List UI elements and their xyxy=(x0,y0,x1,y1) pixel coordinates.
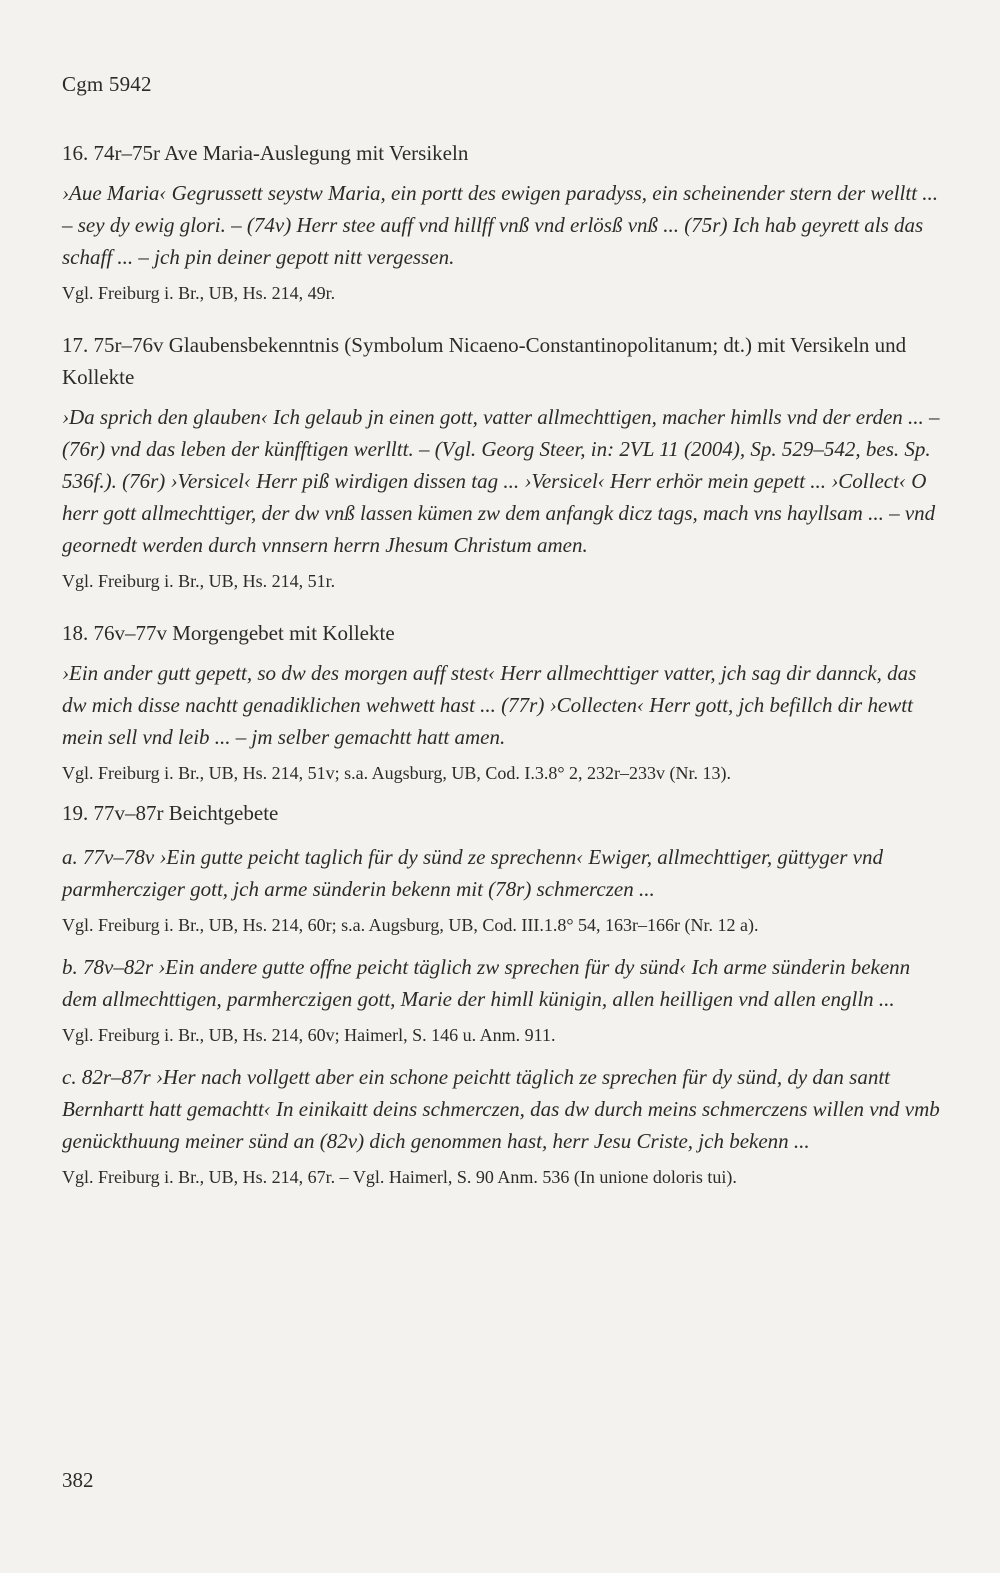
entry-reference: Vgl. Freiburg i. Br., UB, Hs. 214, 49r. xyxy=(62,283,336,303)
sub-entry-a: a. 77v–78v ›Ein gutte peicht taglich für dy sünd ze sprechenn‹ Ewiger, allmechttiger, güttyger vnd parmhercziger gott, jch arme sünderin bekenn mit (78r) schmerczen ... xyxy=(62,845,883,901)
entry-17 xyxy=(62,329,942,595)
entry-title: 16. 74r–75r Ave Maria-Auslegung mit Versikeln xyxy=(62,141,469,165)
page-number: 382 xyxy=(62,1468,94,1492)
entry-incipit: ›Aue Maria‹ Gegrussett seystw Maria, ein portt des ewigen paradyss, ein scheinender stern der welltt ... – sey dy ewig glori. – (74v) Herr stee auff vnd hillff vnß vnd erlösß vnß ... (75r) Ich hab geyrett als das schaff ... – jch pin deiner gepott nitt vergessen. xyxy=(62,181,939,269)
entry-title: 18. 76v–77v Morgengebet mit Kollekte xyxy=(62,621,395,645)
sub-entry-c: c. 82r–87r ›Her nach vollgett aber ein schone peichtt täglich ze sprechen für dy sünd, dy dan santt Bernhartt hatt gemachtt‹ In einikaitt deins schmerczen, das dw durch meins schmerczens willen vnd vmb genückthuung meiner sünd an (82v) dich genommen hast, herr Jesu Criste, jch bekenn ... xyxy=(62,1065,940,1153)
catalog-entries xyxy=(62,137,942,1191)
entry-reference: Vgl. Freiburg i. Br., UB, Hs. 214, 51v; s.a. Augsburg, UB, Cod. I.3.8° 2, 232r–233v (Nr. 13). xyxy=(62,763,732,783)
entry-reference: Vgl. Freiburg i. Br., UB, Hs. 214, 51r. xyxy=(62,571,336,591)
entry-16 xyxy=(62,137,942,307)
entry-reference: Vgl. Freiburg i. Br., UB, Hs. 214, 60v; Haimerl, S. 146 u. Anm. 911. xyxy=(62,1025,556,1045)
entry-reference: Vgl. Freiburg i. Br., UB, Hs. 214, 60r; s.a. Augsburg, UB, Cod. III.1.8° 54, 163r–166r (Nr. 12 a). xyxy=(62,915,759,935)
entry-incipit: ›Ein ander gutt gepett, so dw des morgen auff stest‹ Herr allmechttiger vatter, jch sag dir dannck, das dw mich disse nachtt genadiklichen wehwett hast ... (77r) ›Collecten‹ Herr gott, jch befillch dir hewtt mein sell vnd leib ... – jm selber gemachtt hatt amen. xyxy=(62,661,917,749)
entry-title: 19. 77v–87r Beichtgebete xyxy=(62,801,279,825)
entry-18 xyxy=(62,617,942,787)
entry-title: 17. 75r–76v Glaubensbekenntnis (Symbolum Nicaeno-Constantinopolitanum; dt.) mit Versikeln und Kollekte xyxy=(62,333,907,389)
entry-reference: Vgl. Freiburg i. Br., UB, Hs. 214, 67r. – Vgl. Haimerl, S. 90 Anm. 536 (In unione doloris tui). xyxy=(62,1167,737,1187)
sub-entry-b: b. 78v–82r ›Ein andere gutte offne peicht täglich zw sprechen für dy sünd‹ Ich arme sünderin bekenn dem allmechttigen, parmherczigen gott, Marie der himll künigin, allen heilligen vnd allen englln ... xyxy=(62,955,911,1011)
running-header: Cgm 5942 xyxy=(62,72,152,96)
entry-19 xyxy=(62,797,942,1191)
entry-incipit: ›Da sprich den glauben‹ Ich gelaub jn einen gott, vatter allmechttigen, macher himlls vnd der erden ... – (76r) vnd das leben der künfftigen werlltt. – (Vgl. Georg Steer, in: 2VL 11 (2004), Sp. 529–542, bes. Sp. 536f.). (76r) ›Versicel‹ Herr piß wirdigen dissen tag ... ›Versicel‹ Herr erhör mein gepett ... ›Collect‹ O herr gott allmechttiger, der dw vnß lassen kümen zw dem anfangk dicz tags, mach vns hayllsam ... – vnd geornedt werden durch vnnsern herrn Jhesum Christum amen. xyxy=(62,405,940,557)
